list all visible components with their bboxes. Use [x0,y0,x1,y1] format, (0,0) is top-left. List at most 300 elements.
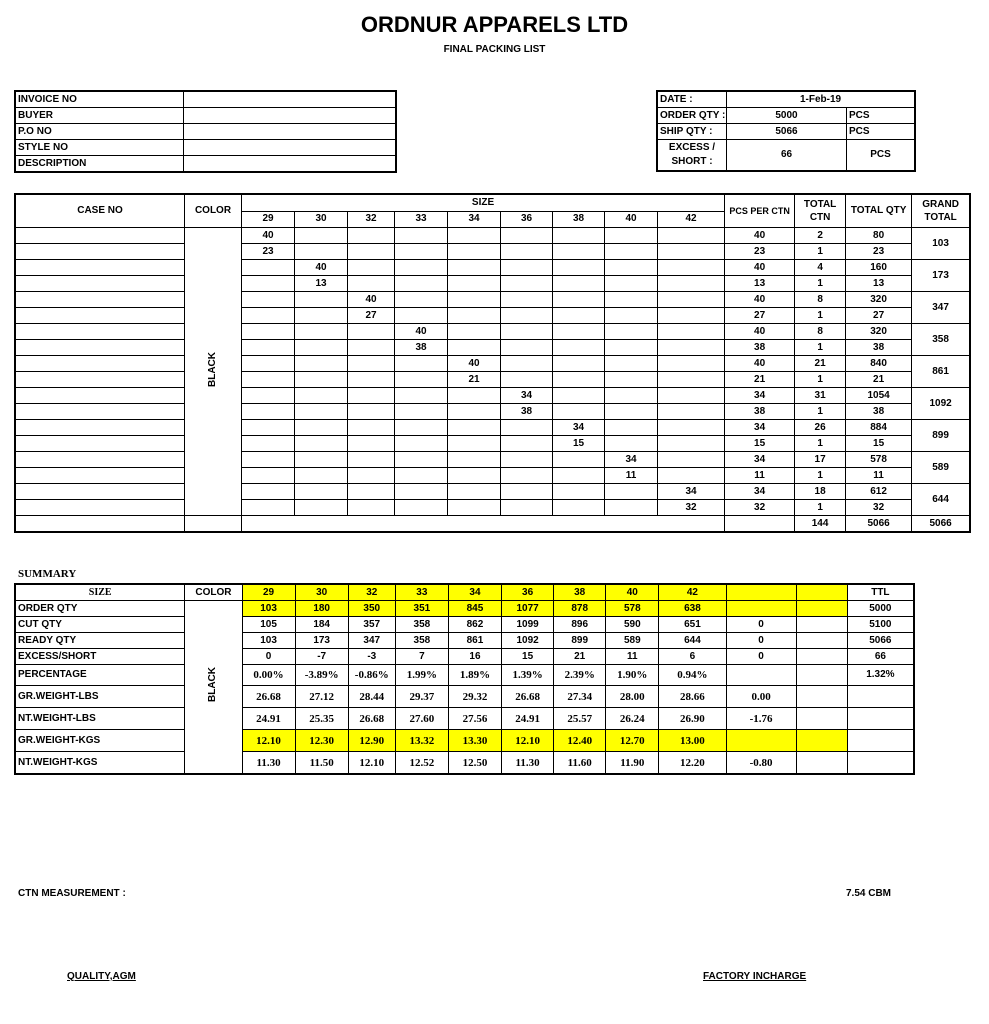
size-qty-cell [553,372,605,388]
size-qty-cell [501,244,553,260]
summary-row [16,649,914,665]
summary-row [16,708,914,730]
size-qty-cell [348,500,395,516]
size-qty-cell [605,324,658,340]
summary-value-cell: 861 [448,633,501,649]
sum-total-ctn: 144 [795,516,846,532]
header-color: COLOR [185,195,242,228]
summary-blank-cell [796,730,847,752]
info-right-table [657,91,915,171]
summary-value-cell: -3 [348,649,395,665]
case-no-cell [16,228,185,244]
table-row [16,452,970,468]
summary-value-cell: 26.68 [242,686,295,708]
header-size: SIZE [242,195,725,212]
pcs-per-ctn-cell: 40 [725,356,795,372]
summary-size-40: 40 [606,585,659,601]
ship-qty-value: 5066 [727,124,847,140]
size-qty-cell [658,372,725,388]
size-qty-cell [448,228,501,244]
size-qty-cell [658,244,725,260]
summary-color-value: BLACK [207,667,219,702]
summary-blank-cell [796,649,847,665]
size-qty-cell [553,388,605,404]
size-qty-cell [242,468,295,484]
ctn-measurement-value: 7.54 CBM [846,888,892,899]
total-ctn-cell: 1 [795,244,846,260]
summary-blank-cell [796,601,847,617]
summary-value-cell: 105 [242,617,295,633]
total-qty-cell: 27 [846,308,912,324]
size-qty-cell [348,356,395,372]
size-qty-cell [395,388,448,404]
size-qty-cell [348,244,395,260]
size-qty-cell [605,356,658,372]
size-qty-cell: 32 [658,500,725,516]
summary-row [16,633,914,649]
summary-extra-cell [726,665,796,686]
total-ctn-cell: 4 [795,260,846,276]
case-no-cell [16,276,185,292]
size-qty-cell [295,372,348,388]
summary-value-cell: 351 [395,601,448,617]
grand-total-cell: 1092 [912,388,970,420]
size-qty-cell [242,500,295,516]
size-qty-cell [605,484,658,500]
summary-size-34: 34 [448,585,501,601]
size-qty-cell [448,276,501,292]
size-qty-cell [242,308,295,324]
summary-value-cell: 26.68 [502,686,554,708]
size-qty-cell [348,404,395,420]
summary-value-cell: 357 [348,617,395,633]
header-pcs-per-ctn: PCS PER CTN [725,195,795,228]
excess-label-line2: SHORT : [671,156,713,167]
size-qty-cell [348,452,395,468]
summary-value-cell: 29.32 [448,686,501,708]
summary-value-cell: 1.39% [502,665,554,686]
size-qty-cell [658,436,725,452]
summary-color-header: COLOR [185,585,242,601]
info-label: BUYER [16,108,184,124]
size-qty-cell [605,388,658,404]
table-row [16,276,970,292]
grand-total-cell: 173 [912,260,970,292]
size-qty-cell [395,452,448,468]
color-cell [185,228,242,516]
size-qty-cell [553,404,605,420]
size-qty-cell: 13 [295,276,348,292]
packing-table [15,194,970,532]
size-qty-cell: 34 [553,420,605,436]
size-qty-cell [395,420,448,436]
size-qty-cell [348,468,395,484]
table-row [16,340,970,356]
size-qty-cell [501,436,553,452]
factory-incharge-signature: FACTORY INCHARGE [703,971,807,982]
total-ctn-cell: 18 [795,484,846,500]
total-ctn-cell: 8 [795,292,846,308]
size-qty-cell [395,260,448,276]
summary-value-cell: 12.40 [554,730,606,752]
summary-value-cell: 16 [448,649,501,665]
size-qty-cell [501,356,553,372]
size-qty-cell [501,276,553,292]
size-qty-cell [295,500,348,516]
summary-value-cell: 0.00% [242,665,295,686]
size-qty-cell [242,484,295,500]
summary-value-cell: 13.32 [395,730,448,752]
size-qty-cell [553,308,605,324]
size-qty-cell: 38 [501,404,553,420]
date-label: DATE : [658,92,727,108]
case-no-cell [16,292,185,308]
order-qty-unit: PCS [847,108,915,124]
summary-row [16,601,914,617]
header-total-ctn-line1: TOTAL [803,199,837,210]
pcs-per-ctn-cell: 34 [725,484,795,500]
size-qty-cell [295,324,348,340]
size-qty-cell [242,372,295,388]
total-qty-cell: 80 [846,228,912,244]
total-ctn-cell: 2 [795,228,846,244]
size-qty-cell [605,244,658,260]
table-row [16,404,970,420]
summary-color-cell [185,601,242,774]
grand-total-cell: 899 [912,420,970,452]
size-header-36: 36 [501,211,553,228]
size-qty-cell [658,404,725,420]
summary-row [16,686,914,708]
size-qty-cell [448,484,501,500]
total-ctn-cell: 1 [795,308,846,324]
size-qty-cell [395,276,448,292]
summary-size-30: 30 [295,585,348,601]
size-qty-cell [501,228,553,244]
summary-ttl-cell: 5000 [847,601,913,617]
size-qty-cell [658,276,725,292]
totals-row [16,516,970,532]
size-qty-cell [501,340,553,356]
size-qty-cell [605,340,658,356]
total-qty-cell: 23 [846,244,912,260]
summary-value-cell: 26.90 [659,708,726,730]
total-ctn-cell: 1 [795,436,846,452]
summary-ttl-cell [847,730,913,752]
summary-value-cell: 0 [242,649,295,665]
summary-value-cell: 12.50 [448,752,501,774]
table-row [16,484,970,500]
size-qty-cell: 40 [348,292,395,308]
size-qty-cell [395,228,448,244]
pcs-per-ctn-cell: 40 [725,260,795,276]
summary-value-cell: 24.91 [502,708,554,730]
summary-ttl-cell: 5100 [847,617,913,633]
pcs-per-ctn-cell: 38 [725,404,795,420]
pcs-per-ctn-cell: 40 [725,228,795,244]
size-qty-cell: 34 [605,452,658,468]
pcs-per-ctn-cell: 32 [725,500,795,516]
summary-value-cell: 26.68 [348,708,395,730]
summary-row-label: GR.WEIGHT-KGS [16,730,185,752]
summary-value-cell: 12.10 [242,730,295,752]
summary-value-cell: 896 [554,617,606,633]
info-row [16,140,396,156]
document-title: FINAL PACKING LIST [443,44,546,55]
summary-value-cell: 1.90% [606,665,659,686]
case-no-cell [16,420,185,436]
summary-value-cell: -3.89% [295,665,348,686]
summary-value-cell: 11 [606,649,659,665]
size-header-42: 42 [658,211,725,228]
size-qty-cell: 21 [448,372,501,388]
summary-title: SUMMARY [18,568,77,580]
size-qty-cell [242,276,295,292]
summary-size-36: 36 [502,585,554,601]
size-qty-cell [658,420,725,436]
summary-value-cell: 590 [606,617,659,633]
summary-value-cell: 899 [554,633,606,649]
info-label: STYLE NO [16,140,184,156]
size-qty-cell [448,244,501,260]
grand-total-cell: 589 [912,452,970,484]
case-no-cell [16,324,185,340]
summary-value-cell: 358 [395,617,448,633]
summary-blank-yellow [796,585,847,601]
size-qty-cell [242,436,295,452]
summary-value-cell: 1092 [502,633,554,649]
summary-row [16,752,914,774]
total-ctn-cell: 26 [795,420,846,436]
summary-ttl-cell [847,686,913,708]
summary-value-cell: 347 [348,633,395,649]
size-qty-cell [295,340,348,356]
size-qty-cell [501,292,553,308]
size-qty-cell [658,228,725,244]
size-header-34: 34 [448,211,501,228]
size-qty-cell [553,276,605,292]
summary-value-cell: 25.57 [554,708,606,730]
size-qty-cell [395,500,448,516]
summary-value-cell: 12.90 [348,730,395,752]
total-ctn-cell: 1 [795,404,846,420]
total-ctn-cell: 8 [795,324,846,340]
order-qty-label: ORDER QTY : [658,108,727,124]
pcs-per-ctn-cell: 21 [725,372,795,388]
summary-value-cell: 11.60 [554,752,606,774]
size-qty-cell [295,308,348,324]
summary-value-cell: 29.37 [395,686,448,708]
info-value [184,156,396,172]
size-qty-cell [448,468,501,484]
summary-extra-cell: 0 [726,617,796,633]
case-no-cell [16,260,185,276]
summary-value-cell: 13.00 [659,730,726,752]
grand-total-cell: 347 [912,292,970,324]
size-qty-cell [395,308,448,324]
size-qty-cell [395,372,448,388]
grand-total-cell: 644 [912,484,970,516]
total-ctn-cell: 31 [795,388,846,404]
summary-value-cell: 644 [659,633,726,649]
summary-value-cell: 11.50 [295,752,348,774]
table-row [16,436,970,452]
size-qty-cell [605,260,658,276]
total-qty-cell: 320 [846,324,912,340]
table-row [16,420,970,436]
size-qty-cell [658,452,725,468]
size-qty-cell [658,356,725,372]
size-qty-cell [348,484,395,500]
size-qty-cell [242,292,295,308]
pcs-per-ctn-cell: 11 [725,468,795,484]
summary-value-cell: 27.56 [448,708,501,730]
total-qty-cell: 840 [846,356,912,372]
size-qty-cell [553,244,605,260]
summary-size-33: 33 [395,585,448,601]
info-row [16,124,396,140]
case-no-cell [16,404,185,420]
summary-row-label: NT.WEIGHT-KGS [16,752,185,774]
size-qty-cell [501,260,553,276]
summary-value-cell: 7 [395,649,448,665]
size-qty-cell [348,372,395,388]
size-qty-cell [448,420,501,436]
size-qty-cell [658,324,725,340]
summary-value-cell: 638 [659,601,726,617]
summary-table [15,584,914,774]
totals-pcs-cell [725,516,795,532]
summary-ttl-cell: 66 [847,649,913,665]
size-qty-cell [348,228,395,244]
excess-label-line1: EXCESS / [668,142,716,153]
totals-color-cell [185,516,242,532]
summary-value-cell: -0.86% [348,665,395,686]
size-qty-cell [605,228,658,244]
summary-row-label: CUT QTY [16,617,185,633]
ship-qty-unit: PCS [847,124,915,140]
size-qty-cell [501,484,553,500]
summary-row-label: GR.WEIGHT-LBS [16,686,185,708]
header-grand-total [912,195,970,228]
size-qty-cell [658,292,725,308]
summary-value-cell: 578 [606,601,659,617]
size-qty-cell [395,292,448,308]
size-qty-cell [395,356,448,372]
summary-value-cell: 26.24 [606,708,659,730]
size-qty-cell [295,388,348,404]
info-value [184,140,396,156]
info-row [16,156,396,172]
size-header-32: 32 [348,211,395,228]
summary-value-cell: 12.52 [395,752,448,774]
size-qty-cell [501,372,553,388]
table-row [16,468,970,484]
summary-value-cell: 2.39% [554,665,606,686]
summary-size-42: 42 [659,585,726,601]
size-qty-cell [448,500,501,516]
size-qty-cell [605,308,658,324]
size-qty-cell [348,420,395,436]
pcs-per-ctn-cell: 13 [725,276,795,292]
total-qty-cell: 21 [846,372,912,388]
summary-header-row [16,585,914,601]
size-qty-cell [395,404,448,420]
pcs-per-ctn-cell: 34 [725,388,795,404]
size-qty-cell [448,452,501,468]
pcs-per-ctn-cell: 15 [725,436,795,452]
summary-size-38: 38 [554,585,606,601]
summary-value-cell: 358 [395,633,448,649]
summary-value-cell: 173 [295,633,348,649]
summary-size-29: 29 [242,585,295,601]
header-total-ctn-line2: CTN [809,212,831,223]
size-qty-cell [501,308,553,324]
summary-row-label: READY QTY [16,633,185,649]
summary-value-cell: -7 [295,649,348,665]
total-ctn-cell: 1 [795,276,846,292]
excess-short-unit: PCS [847,140,915,171]
summary-size-32: 32 [348,585,395,601]
summary-value-cell: 350 [348,601,395,617]
size-qty-cell: 40 [395,324,448,340]
size-qty-cell [553,500,605,516]
summary-value-cell: 1.99% [395,665,448,686]
excess-short-value: 66 [727,140,847,171]
table-row [16,292,970,308]
totals-size-cell [242,516,725,532]
total-ctn-cell: 1 [795,500,846,516]
summary-value-cell: 1.89% [448,665,501,686]
summary-value-cell: 12.10 [502,730,554,752]
case-no-cell [16,436,185,452]
company-name: ORDNUR APPARELS LTD [360,12,629,37]
totals-case-cell [16,516,185,532]
total-qty-cell: 1054 [846,388,912,404]
info-label: P.O NO [16,124,184,140]
case-no-cell [16,452,185,468]
total-qty-cell: 612 [846,484,912,500]
total-ctn-cell: 1 [795,340,846,356]
size-qty-cell [295,468,348,484]
total-qty-cell: 11 [846,468,912,484]
size-qty-cell [605,292,658,308]
case-no-cell [16,468,185,484]
size-qty-cell: 23 [242,244,295,260]
size-qty-cell [658,260,725,276]
size-qty-cell [242,324,295,340]
size-qty-cell [553,228,605,244]
summary-blank-cell [796,708,847,730]
header-grand-line2: TOTAL [924,212,957,223]
total-qty-cell: 578 [846,452,912,468]
size-qty-cell [348,340,395,356]
size-qty-cell [242,388,295,404]
table-row [16,372,970,388]
summary-value-cell: 27.12 [295,686,348,708]
quality-agm-signature: QUALITY,AGM [67,971,136,982]
size-qty-cell [448,388,501,404]
info-label: INVOICE NO [16,92,184,108]
case-no-cell [16,388,185,404]
sum-grand-total: 5066 [912,516,970,532]
summary-extra-cell: 0 [726,633,796,649]
size-qty-cell: 34 [658,484,725,500]
size-qty-cell [295,356,348,372]
size-qty-cell: 15 [553,436,605,452]
size-header-30: 30 [295,211,348,228]
pcs-per-ctn-cell: 40 [725,292,795,308]
